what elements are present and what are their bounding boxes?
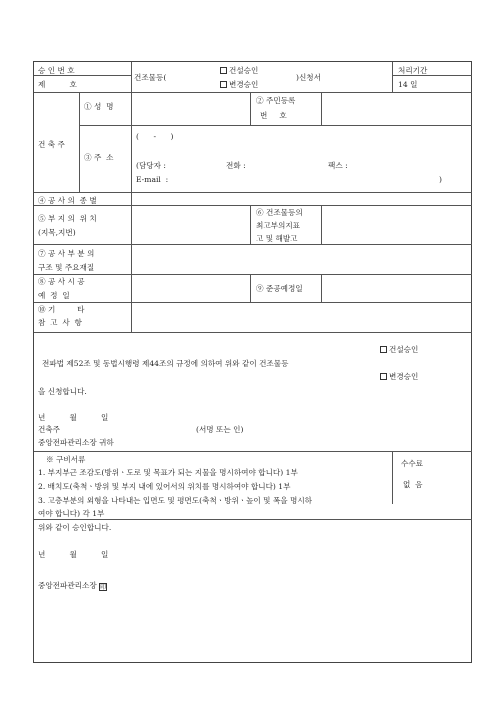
- application-form: [33, 61, 472, 663]
- declaration-option-change[interactable]: 변경승인: [380, 372, 418, 381]
- option-change[interactable]: 변경승인: [220, 80, 258, 89]
- declaration-option-construction[interactable]: 건설승인: [380, 345, 418, 354]
- contact-person-label: (담당자 :: [136, 161, 166, 170]
- attachment-item-1: 1. 부지부근 조감도(방위ㆍ도로 및 목표가 되는 지물을 명시하여야 합니다) 1부: [38, 468, 298, 477]
- site-location-label-1: ⑤ 부 지 의 위 치: [38, 214, 97, 223]
- addressee: 중앙전파관리소장 귀하: [38, 438, 114, 447]
- max-height-label-2: 최고부의지표: [256, 221, 301, 230]
- email-label: E-mail :: [136, 175, 169, 184]
- attachment-item-2: 2. 배치도(축척ㆍ방위 및 부지 내에 있어서의 위치를 명시하여야 합니다) 1부: [38, 482, 291, 491]
- signature-label: (서명 또는 인): [196, 425, 244, 434]
- address-label: ③ 주 소: [84, 153, 114, 162]
- seal-stamp-icon: 印: [100, 584, 107, 591]
- attachments-heading: ※ 구비서류: [46, 455, 86, 464]
- receipt-no-label: 제 호: [38, 80, 77, 89]
- other-label-2: 참 고 사 항: [38, 318, 82, 327]
- resident-number-label-1: ② 주민등록: [256, 96, 296, 105]
- close-paren: ): [439, 175, 442, 184]
- declaration-date: 년 월 일: [38, 413, 109, 422]
- approval-date: 년 월 일: [38, 550, 109, 559]
- checkbox-icon: [220, 81, 227, 88]
- start-date-label-1: ⑧ 공 사 시 공: [38, 277, 85, 286]
- completion-date-label: ⑨ 준공예정일: [256, 284, 303, 293]
- start-date-label-2: 예 정 일: [38, 291, 70, 300]
- main-part-label-2: 구조 및 주요재질: [38, 263, 95, 272]
- processing-period-label: 처리기간: [398, 66, 428, 75]
- other-label-1: ⑩ 기 타: [38, 305, 85, 314]
- phone-label: 전화 :: [226, 161, 246, 170]
- processing-period-value: 14 일: [398, 80, 418, 89]
- site-location-label-2: (지목,지번): [38, 228, 76, 237]
- max-height-label-3: 고 및 해발고: [256, 234, 298, 243]
- fax-label: 팩스 :: [328, 161, 348, 170]
- receipt-number-label: 승 인 번 호: [38, 66, 75, 75]
- option-construction[interactable]: 건설승인: [220, 66, 258, 75]
- building-item-label: 건조물등(: [134, 73, 167, 82]
- approval-signer: 중앙전파관리소장 印: [38, 581, 107, 591]
- declaration-body: 전파법 제52조 및 동법시행령 제44조의 규정에 의하여 위와 같이 건조물등: [42, 359, 289, 368]
- declaration-body-end: 을 신청합니다.: [38, 387, 87, 396]
- resident-number-label-2: 번 호: [260, 111, 287, 120]
- fee-label: 수수료: [401, 459, 424, 468]
- checkbox-icon: [220, 67, 227, 74]
- attachment-item-3a: 3. 고층부분의 외형을 나타내는 입면도 및 평면도(축척ㆍ방위ㆍ높이 및 폭을 명시하: [38, 496, 313, 505]
- approval-text: 위와 같이 승인합니다.: [38, 523, 112, 532]
- phone-format: ( - ): [136, 132, 174, 141]
- attachment-item-3b: 여야 합니다) 각 1부: [38, 509, 105, 518]
- main-part-label-1: ⑦ 공 사 부 분 의: [38, 249, 95, 258]
- fee-value: 없 음: [403, 480, 423, 489]
- application-suffix: )신청서: [296, 73, 321, 82]
- checkbox-icon: [380, 373, 387, 380]
- checkbox-icon: [380, 346, 387, 353]
- builder-section-label: 건 축 주: [38, 140, 65, 149]
- work-type-label: ④ 공 사 의 종 별: [38, 196, 97, 205]
- max-height-label-1: ⑥ 건조물등의: [256, 208, 303, 217]
- name-label: ① 성 명: [84, 102, 114, 111]
- applicant-label: 건축주: [38, 425, 61, 434]
